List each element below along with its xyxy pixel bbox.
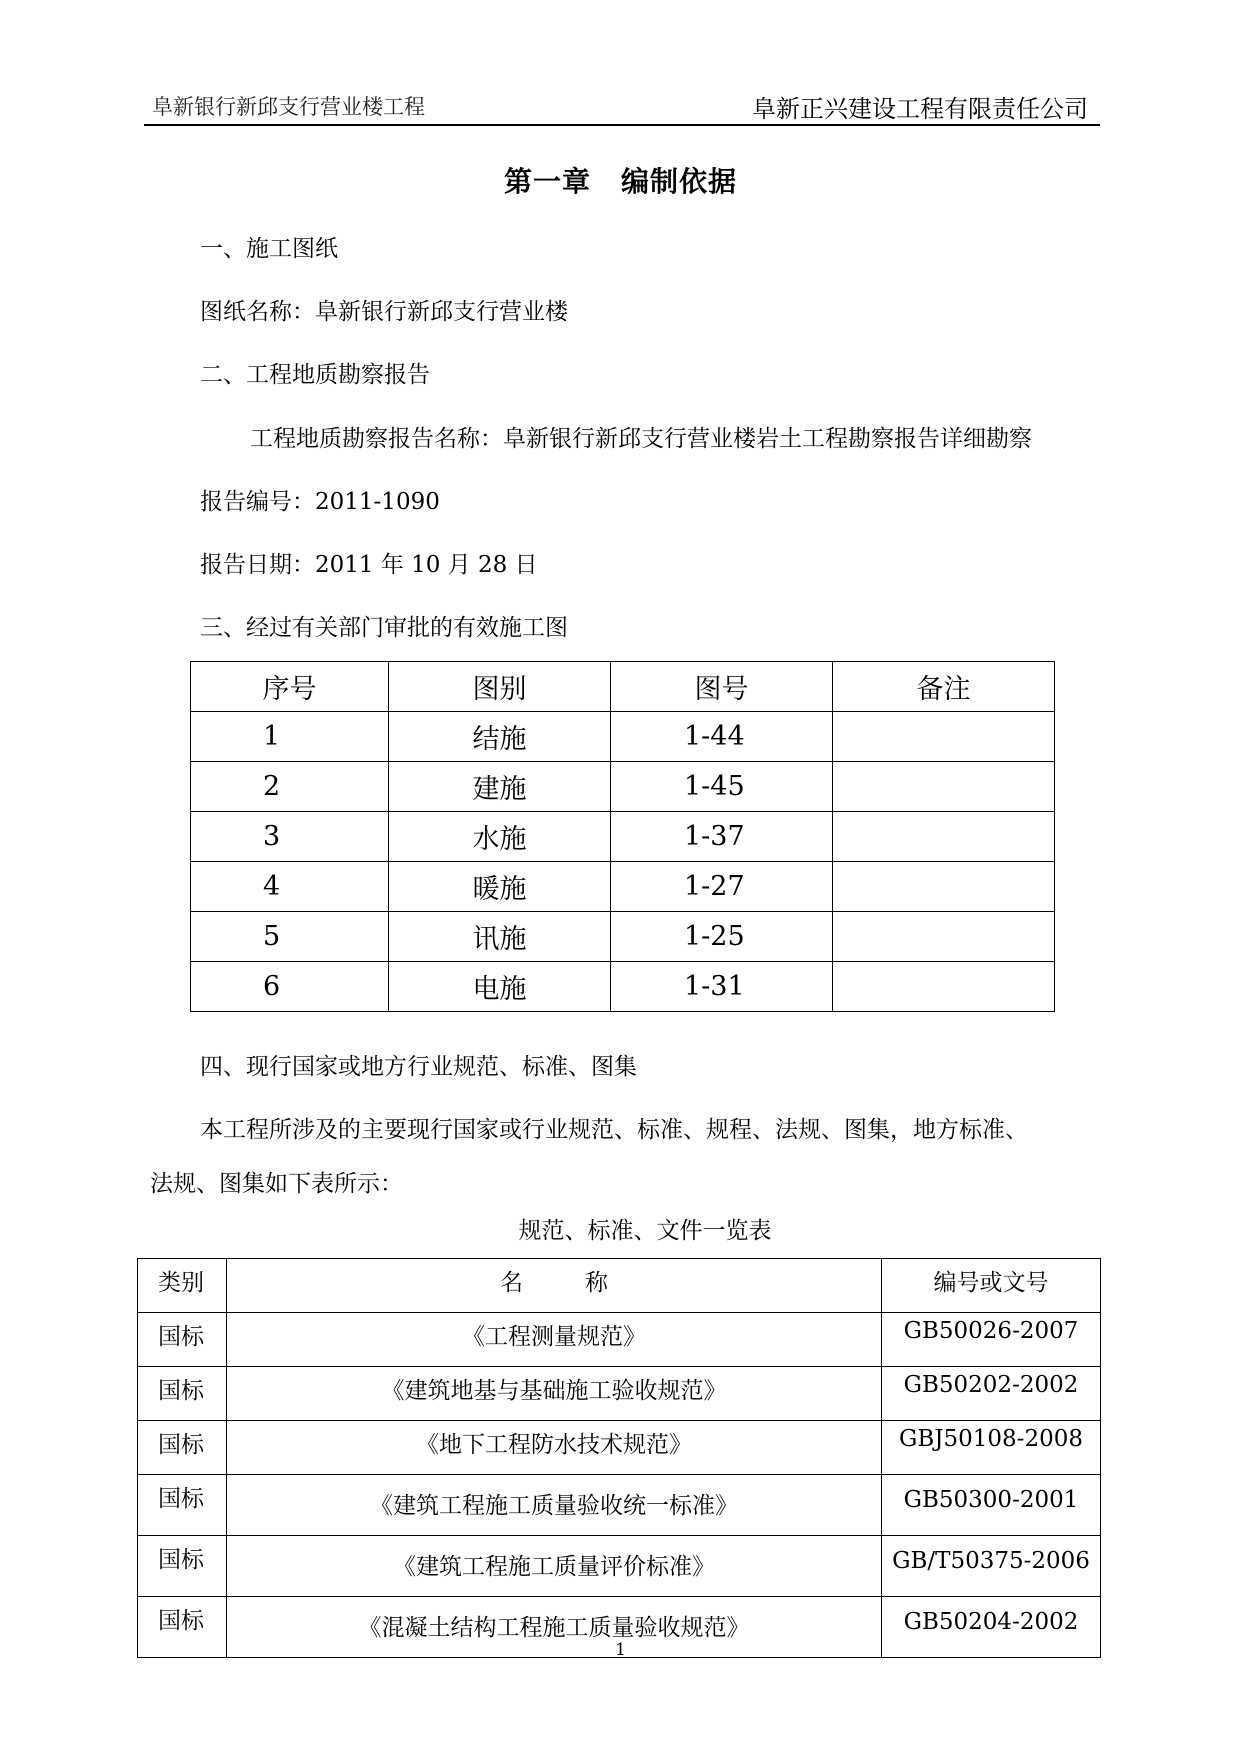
cell-standard-name: 《工程测量规范》 (227, 1313, 882, 1367)
table-row (191, 912, 1055, 962)
table-row (191, 862, 1055, 912)
table-row (191, 762, 1055, 812)
cell-kind: 国标 (138, 1367, 227, 1421)
header-name-char-2: 称 (585, 1270, 608, 1296)
table-row (191, 812, 1055, 862)
standards-intro-line-2: 法规、图集如下表所示： (150, 1171, 403, 1197)
cell-standard-name: 《建筑工程施工质量评价标准》 (227, 1536, 882, 1597)
header-rule (144, 124, 1100, 126)
header-drawing-no: 图号 (611, 662, 833, 712)
cell-kind: 国标 (138, 1597, 227, 1658)
cell-type: 暖施 (389, 862, 611, 912)
cell-drawing-no: 1-37 (611, 812, 833, 862)
standards-intro-line-1: 本工程所涉及的主要现行国家或行业规范、标准、规程、法规、图集，地方标准、 (200, 1117, 1028, 1143)
chapter-title (0, 160, 1241, 200)
header-seq: 序号 (191, 662, 389, 712)
cell-standard-code: GB/T50375-2006 (882, 1536, 1101, 1597)
cell-seq: 2 (191, 762, 389, 812)
cell-note (833, 812, 1055, 862)
cell-standard-name: 《建筑工程施工质量验收统一标准》 (227, 1475, 882, 1536)
cell-seq: 5 (191, 912, 389, 962)
section-4-heading: 四、现行国家或地方行业规范、标准、图集 (200, 1054, 637, 1080)
header-type: 图别 (389, 662, 611, 712)
header-name-char-1: 名 (500, 1270, 523, 1296)
cell-standard-code: GB50202-2002 (882, 1367, 1101, 1421)
header-note: 备注 (833, 662, 1055, 712)
page-number: 1 (615, 1640, 626, 1660)
table-row (138, 1367, 1101, 1421)
cell-kind: 国标 (138, 1536, 227, 1597)
cell-type: 电施 (389, 962, 611, 1012)
section-1-heading: 一、施工图纸 (200, 236, 338, 262)
cell-type: 结施 (389, 712, 611, 762)
cell-standard-code: GB50026-2007 (882, 1313, 1101, 1367)
cell-standard-code: GB50300-2001 (882, 1475, 1101, 1536)
cell-drawing-no: 1-25 (611, 912, 833, 962)
header-project-name: 阜新银行新邱支行营业楼工程 (152, 95, 425, 119)
cell-standard-name: 《地下工程防水技术规范》 (227, 1421, 882, 1475)
cell-drawing-no: 1-45 (611, 762, 833, 812)
header-kind: 类别 (138, 1259, 227, 1313)
section-2-heading: 二、工程地质勘察报告 (200, 362, 430, 388)
table-row (138, 1421, 1101, 1475)
cell-drawing-no: 1-31 (611, 962, 833, 1012)
table-row (191, 962, 1055, 1012)
cell-note (833, 962, 1055, 1012)
cell-kind: 国标 (138, 1475, 227, 1536)
chapter-number: 第一章 (503, 165, 591, 198)
cell-drawing-no: 1-27 (611, 862, 833, 912)
cell-seq: 6 (191, 962, 389, 1012)
cell-drawing-no: 1-44 (611, 712, 833, 762)
survey-report-name: 工程地质勘察报告名称：阜新银行新邱支行营业楼岩土工程勘察报告详细勘察 (250, 426, 1032, 452)
survey-report-number: 报告编号：2011-1090 (200, 489, 440, 515)
cell-note (833, 862, 1055, 912)
cell-standard-code: GB50204-2002 (882, 1597, 1101, 1658)
table-row (191, 712, 1055, 762)
cell-type: 水施 (389, 812, 611, 862)
standards-table-header-row (138, 1259, 1101, 1313)
drawing-name-line: 图纸名称：阜新银行新邱支行营业楼 (200, 299, 568, 325)
header-name (227, 1259, 882, 1313)
header-company-name: 阜新正兴建设工程有限责任公司 (752, 95, 1088, 123)
cell-kind: 国标 (138, 1421, 227, 1475)
cell-seq: 1 (191, 712, 389, 762)
table-row (138, 1313, 1101, 1367)
cell-note (833, 912, 1055, 962)
table-row (138, 1536, 1101, 1597)
cell-standard-name: 《混凝土结构工程施工质量验收规范》 (227, 1597, 882, 1658)
cell-type: 建施 (389, 762, 611, 812)
standards-table (137, 1258, 1101, 1658)
chapter-name: 编制依据 (621, 165, 738, 198)
header-code: 编号或文号 (882, 1259, 1101, 1313)
cell-kind: 国标 (138, 1313, 227, 1367)
cell-type: 讯施 (389, 912, 611, 962)
cell-note (833, 762, 1055, 812)
cell-standard-code: GBJ50108-2008 (882, 1421, 1101, 1475)
drawings-table (190, 661, 1055, 1012)
standards-table-caption: 规范、标准、文件一览表 (518, 1218, 772, 1244)
cell-seq: 4 (191, 862, 389, 912)
survey-report-date: 报告日期：2011 年 10 月 28 日 (200, 552, 538, 578)
cell-seq: 3 (191, 812, 389, 862)
cell-note (833, 712, 1055, 762)
cell-standard-name: 《建筑地基与基础施工验收规范》 (227, 1367, 882, 1421)
section-3-heading: 三、经过有关部门审批的有效施工图 (200, 615, 568, 641)
table-row (138, 1475, 1101, 1536)
drawings-table-header-row (191, 662, 1055, 712)
